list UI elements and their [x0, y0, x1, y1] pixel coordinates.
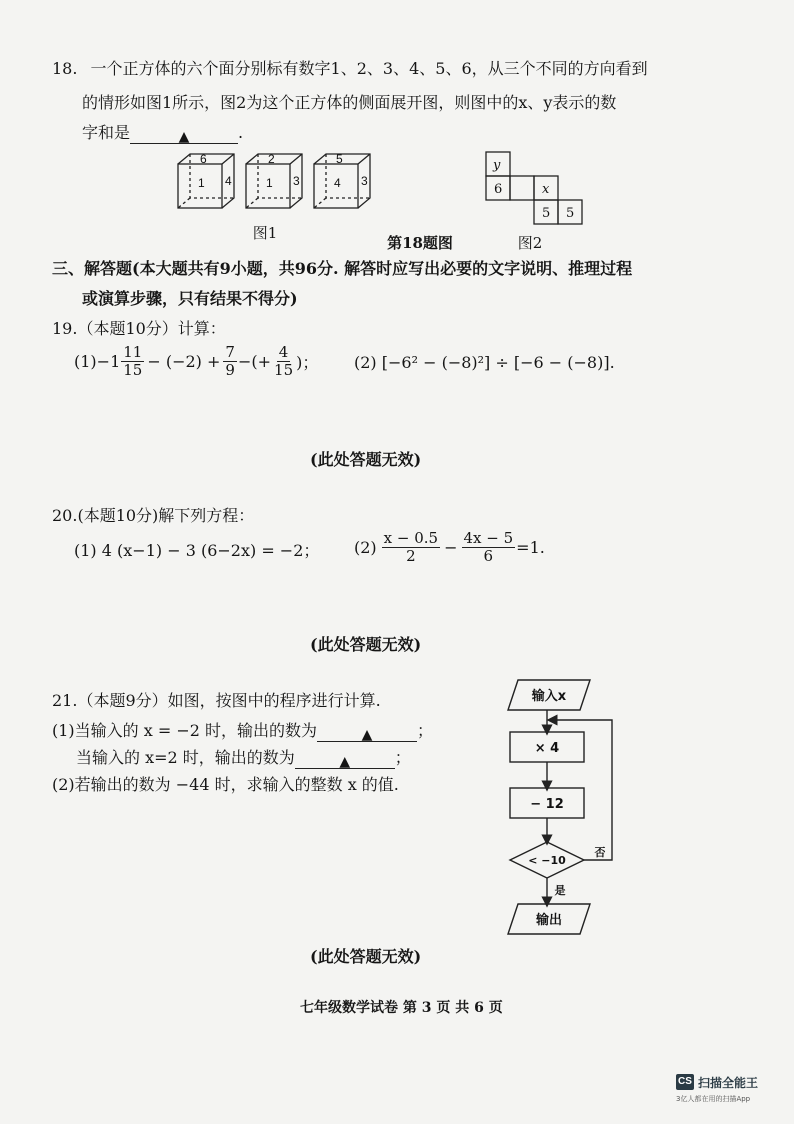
fig1-label: 图1 — [252, 224, 278, 242]
flow-times-label: × 4 — [534, 741, 560, 756]
q18-line2: 的情形如图1所示，图2为这个正方体的侧面展开图，则图中的x、y表示的数 — [82, 93, 617, 112]
fig-caption: 第18题图 — [387, 234, 453, 252]
q21-invalid-note: (此处答题无效) — [310, 947, 422, 966]
net-5b-label: 5 — [566, 206, 575, 221]
frac-denominator: 15 — [123, 361, 143, 379]
flow-yes-label: 是 — [554, 884, 566, 897]
q21-part1a — [52, 720, 433, 742]
q21-p1b-end: ； — [394, 748, 411, 767]
frac-denominator: 6 — [483, 547, 494, 565]
frac-denominator: 2 — [406, 547, 416, 565]
q20-p2-label: (2) — [354, 538, 377, 557]
q19-frac-3 — [272, 344, 295, 379]
q21-flowchart — [500, 676, 630, 941]
cube2-side-label: 3 — [293, 174, 300, 188]
q21-p1a-end: ； — [417, 721, 434, 740]
net-y-label: y — [493, 158, 501, 173]
section3-heading-1: 三、解答题(本大题共有9小题，共96分. 解答时应写出必要的文字说明、推理过程 — [52, 259, 633, 278]
frac-numerator: 11 — [123, 343, 143, 361]
q19-p1-minus-one: −1 — [96, 352, 121, 371]
cube2-top-label: 2 — [268, 152, 275, 166]
frac-numerator: 4 — [278, 343, 289, 361]
q20-p2-end: =1. — [516, 538, 545, 557]
cube2-front-label: 1 — [266, 176, 273, 190]
q18-number: 18. — [52, 59, 78, 78]
q21-p1a-text: (1)当输入的 x = −2 时，输出的数为 — [52, 721, 318, 740]
q21-part2: (2)若输出的数为 −44 时，求输入的整数 x 的值. — [52, 775, 399, 794]
fig2-label: 图2 — [517, 234, 543, 252]
q18-text-3: 字和是 — [82, 123, 131, 142]
cube3-front-label: 4 — [334, 176, 341, 190]
blank-triangle-mark: ▲ — [339, 754, 351, 770]
q20-part1: (1) 4 (x−1) − 3 (6−2x) = −2； — [74, 541, 320, 560]
scanner-app-name: 扫描全能王 — [698, 1076, 759, 1090]
q20-title: 20.(本题10分)解下列方程： — [52, 506, 255, 525]
q19-p1-paren: −(+ — [237, 352, 272, 371]
flow-condition-label: < −10 — [528, 854, 566, 867]
cube3-side-label: 3 — [361, 174, 368, 188]
cube1-front-label: 1 — [198, 176, 205, 190]
flow-minus-label: − 12 — [530, 797, 564, 812]
q18-line3 — [82, 122, 243, 144]
q20-p2-minus: − — [444, 538, 458, 557]
frac-numerator: 7 — [225, 343, 235, 361]
flow-no-label: 否 — [594, 846, 606, 859]
frac-numerator: x − 0.5 — [383, 529, 439, 547]
q21-p1b-text: 当输入的 x=2 时，输出的数为 — [76, 748, 295, 767]
net-6-label: 6 — [494, 182, 503, 197]
net-5a-label: 5 — [542, 206, 551, 221]
q19-title: 19.（本题10分）计算： — [52, 319, 226, 338]
q19-invalid-note: (此处答题无效) — [310, 450, 422, 469]
scanner-logo-icon: CS — [676, 1074, 694, 1090]
cube1-side-label: 4 — [225, 174, 232, 188]
q19-p1-label: (1) — [74, 352, 97, 371]
q19-part2: (2) [−6² − (−8)²] ÷ [−6 − (−8)]. — [354, 353, 615, 372]
blank-triangle-mark: ▲ — [361, 727, 373, 743]
cube3-top-label: 5 — [336, 152, 343, 166]
fig2-net — [480, 148, 590, 232]
q20-frac-1 — [382, 530, 440, 565]
q18-answer-blank — [130, 125, 238, 144]
q20-frac-2 — [462, 530, 516, 565]
q20-part2 — [354, 530, 545, 565]
frac-denominator: 15 — [274, 361, 294, 379]
scanner-watermark — [676, 1074, 786, 1114]
q19-frac-2 — [223, 344, 237, 379]
q20-invalid-note: (此处答题无效) — [310, 635, 422, 654]
flow-loop-arrow — [552, 720, 612, 860]
page-footer: 七年级数学试卷 第 3 页 共 6 页 — [300, 1000, 503, 1016]
q19-p1-middle: − (−2) + — [147, 352, 221, 371]
q21-answer-blank-2 — [295, 750, 395, 769]
flow-output-label: 输出 — [535, 913, 563, 928]
fig1-cubes — [170, 150, 385, 215]
q19-p1-end: )； — [296, 353, 319, 372]
q18-text-1: 一个正方体的六个面分别标有数字1、2、3、4、5、6，从三个不同的方向看到 — [90, 59, 648, 78]
q21-answer-blank-1 — [317, 723, 417, 742]
q21-title: 21.（本题9分）如图，按图中的程序进行计算. — [52, 691, 381, 710]
q18-period: . — [238, 123, 244, 142]
q19-frac-1 — [121, 344, 144, 379]
flow-input-label: 输入x — [531, 689, 567, 704]
section3-heading-2: 或演算步骤，只有结果不得分) — [82, 289, 298, 308]
frac-numerator: 4x − 5 — [463, 529, 514, 547]
blank-triangle-mark: ▲ — [178, 129, 190, 145]
q19-part1 — [74, 344, 318, 379]
q21-part1b — [76, 747, 411, 769]
net-x-label: x — [542, 182, 550, 197]
q18-line1 — [52, 58, 648, 80]
frac-denominator: 9 — [225, 361, 235, 379]
scanner-tagline: 3亿人都在用的扫描App — [676, 1095, 751, 1103]
cube1-top-label: 6 — [200, 152, 207, 166]
